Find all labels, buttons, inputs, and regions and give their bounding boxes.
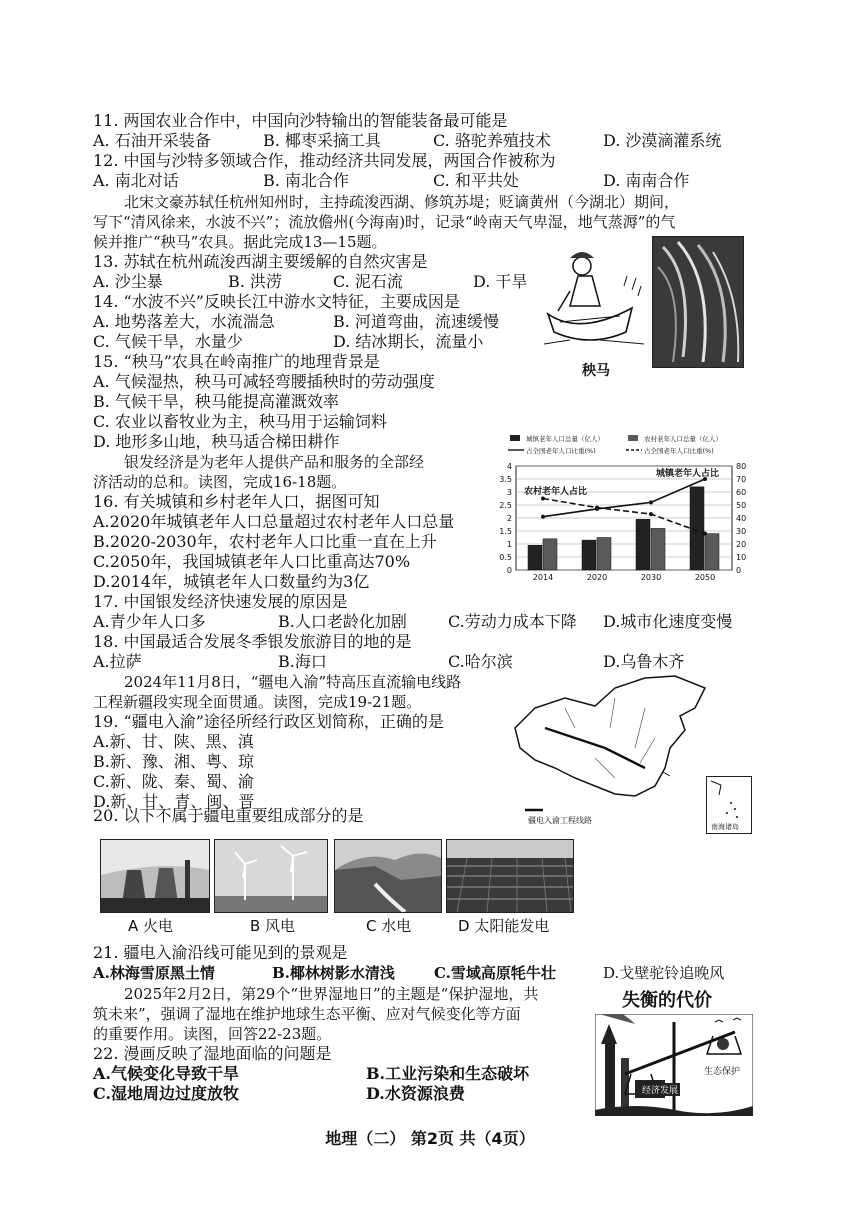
q11-option-d[interactable]: D. 沙漠滴灌系统	[603, 131, 722, 150]
bar-urban-2014	[528, 545, 542, 570]
x-tick-label: 2020	[586, 573, 608, 582]
q19-option-b[interactable]: B.新、豫、湘、粤、琼	[93, 752, 254, 771]
bar-rural-2014	[543, 539, 557, 570]
q19-option-a[interactable]: A.新、甘、陕、黑、滇	[93, 732, 254, 751]
q15-option-a[interactable]: A. 气候湿热，秧马可减轻弯腰插秧时的劳动强度	[93, 372, 435, 391]
q13-option-c[interactable]: C. 泥石流	[333, 272, 403, 291]
q14-option-c[interactable]: C. 气候干旱，水量少	[93, 332, 243, 351]
legend-label: 占全国老年人口比重(%)	[644, 447, 714, 455]
q17-option-b[interactable]: B.人口老龄化加剧	[278, 612, 407, 631]
q19-stem: 19. “疆电入渝”途径所经行政区划简称，正确的是	[93, 712, 444, 731]
annotation-urban-share: 城镇老年人占比	[656, 469, 720, 479]
passage-22-23-line1: 2025年2月2日，第29个“世界湿地日”的主题是“保护湿地，共	[124, 985, 539, 1003]
passage-19-21-line2: 工程新疆段实现全面贯通。读图，完成19-21题。	[93, 693, 422, 711]
share-point	[649, 500, 653, 504]
share-point	[649, 512, 653, 516]
q21-option-a[interactable]: A.林海雪原黑土情	[93, 964, 215, 982]
left-tick-label: 3.5	[499, 475, 512, 484]
q16-option-c[interactable]: C.2050年，我国城镇老年人口比重高达70%	[93, 552, 411, 571]
q21-option-b[interactable]: B.椰林树影水清浅	[272, 964, 395, 982]
q22-option-d[interactable]: D.水资源浪费	[366, 1084, 465, 1103]
q14-option-d[interactable]: D. 结冰期长，流量小	[333, 332, 484, 351]
cartoon-right-label: 生态保护	[704, 1067, 741, 1077]
q16-option-d[interactable]: D.2014年，城镇老年人口数量约为3亿	[93, 572, 370, 591]
bar-rural-2050	[705, 534, 719, 570]
x-tick-label: 2014	[532, 573, 554, 582]
aging-chart-svg	[488, 432, 758, 584]
q11-option-c[interactable]: C. 骆驼养殖技术	[433, 131, 551, 150]
q20-stem: 20. 以下不属于疆电重要组成部分的是	[93, 806, 364, 825]
bar-rural-2030	[651, 528, 665, 570]
passage-22-23-line3: 的重要作用。读图，回答22-23题。	[93, 1025, 332, 1043]
q22-stem: 22. 漫画反映了湿地面临的问题是	[93, 1044, 332, 1063]
passage-13-15-line3: 候并推广“秧马”农具。据此完成13—15题。	[93, 233, 387, 251]
right-tick-label: 80	[736, 462, 747, 471]
wind-turbines-image	[215, 840, 327, 912]
q20-option-b[interactable]: B 风电	[250, 917, 296, 935]
q11-option-a[interactable]: A. 石油开采装备	[93, 131, 211, 150]
right-tick-label: 50	[736, 501, 747, 510]
left-tick-label: 1.5	[499, 527, 512, 536]
thermal-power-plant-image	[101, 840, 209, 912]
x-tick-label: 2050	[694, 573, 716, 582]
left-tick-label: 1	[506, 540, 512, 549]
x-tick-label: 2030	[640, 573, 662, 582]
q20-option-c[interactable]: C 水电	[366, 917, 412, 935]
q21-option-c[interactable]: C.雪域高原牦牛壮	[434, 964, 556, 982]
hydro-power-photo	[334, 839, 442, 913]
cartoon-left-label: 经济发展	[640, 1083, 680, 1096]
q14-stem: 14. “水波不兴”反映长江中游水文特征，主要成因是	[93, 292, 460, 311]
map-legend-label: 疆电入渝工程线路	[528, 816, 592, 825]
solar-power-photo	[446, 839, 574, 913]
rice-stalks-image	[653, 237, 743, 367]
legend-swatch	[510, 435, 520, 441]
share-point	[703, 532, 707, 536]
right-tick-label: 30	[736, 527, 747, 536]
q14-option-a[interactable]: A. 地势落差大，水流湍急	[93, 312, 275, 331]
left-tick-label: 2	[506, 514, 512, 523]
share-point	[595, 506, 599, 510]
share-point	[541, 497, 545, 501]
q15-stem: 15. “秧马”农具在岭南推广的地理背景是	[93, 352, 380, 371]
q18-option-d[interactable]: D.乌鲁木齐	[603, 652, 685, 671]
q16-option-a[interactable]: A.2020年城镇老年人口总量超过农村老年人口总量	[93, 512, 455, 531]
left-tick-label: 0	[506, 566, 512, 575]
right-tick-label: 40	[736, 514, 747, 523]
q20-option-d[interactable]: D 太阳能发电	[458, 917, 550, 935]
q16-stem: 16. 有关城镇和乡村老年人口，据图可知	[93, 492, 380, 511]
page-footer: 地理（二） 第2页 共（4页）	[325, 1129, 535, 1148]
right-tick-label: 0	[736, 566, 742, 575]
q15-option-c[interactable]: C. 农业以畜牧业为主，秧马用于运输饲料	[93, 412, 387, 431]
q21-stem: 21. 疆电入渝沿线可能见到的景观是	[93, 943, 348, 962]
q13-option-b[interactable]: B. 洪涝	[228, 272, 282, 291]
q21-option-d[interactable]: D.戈壁驼铃追晚风	[603, 964, 725, 982]
q17-option-a[interactable]: A.青少年人口多	[93, 612, 206, 631]
q11-option-b[interactable]: B. 椰枣采摘工具	[263, 131, 381, 150]
q18-option-a[interactable]: A.拉萨	[93, 652, 142, 671]
legend-label: 农村老年人口总量（亿人）	[644, 435, 722, 443]
right-tick-label: 20	[736, 540, 747, 549]
q13-option-d[interactable]: D. 干旱	[473, 272, 528, 291]
q19-option-c[interactable]: C.新、陇、秦、蜀、渝	[93, 772, 254, 791]
wind-power-photo	[214, 839, 328, 913]
left-tick-label: 3	[506, 488, 512, 497]
left-tick-label: 2.5	[499, 501, 512, 510]
rice-photo	[652, 236, 744, 368]
q11-stem: 11. 两国农业合作中，中国向沙特输出的智能装备最可能是	[93, 111, 508, 130]
yangma-caption: 秧马	[582, 363, 610, 379]
q14-option-b[interactable]: B. 河道弯曲，流速缓慢	[333, 312, 499, 331]
q18-stem: 18. 中国最适合发展冬季银发旅游目的地的是	[93, 632, 412, 651]
legend-label: 城镇老年人口总量（亿人）	[526, 435, 604, 443]
bar-urban-2030	[636, 519, 650, 570]
inset-label: 南海诸岛	[711, 823, 739, 831]
q22-option-a[interactable]: A.气候变化导致干旱	[93, 1064, 239, 1083]
q19-option-d[interactable]: D.新、甘、青、闽、晋	[93, 792, 255, 811]
bar-urban-2020	[582, 540, 596, 570]
q12-option-b[interactable]: B. 南北合作	[263, 171, 349, 190]
aging-chart	[488, 432, 758, 584]
passage-13-15-line2: 写下“清风徐来，水波不兴”；流放儋州(今海南)时，记录“岭南天气卑湿，地气蒸溽”的气	[93, 213, 676, 231]
hydro-dam-image	[335, 840, 441, 912]
q12-stem: 12. 中国与沙特多领域合作，推动经济共同发展，两国合作被称为	[93, 151, 556, 170]
q17-option-c[interactable]: C.劳动力成本下降	[448, 612, 577, 631]
passage-19-21-line1: 2024年11月8日，“疆电入渝”特高压直流输电线路	[124, 673, 462, 691]
q13-stem: 13. 苏轼在杭州疏浚西湖主要缓解的自然灾害是	[93, 252, 428, 271]
yangma-illustration	[540, 236, 648, 358]
q15-option-d[interactable]: D. 地形多山地，秧马适合梯田耕作	[93, 432, 340, 451]
q18-option-b[interactable]: B.海口	[278, 652, 327, 671]
right-tick-label: 70	[736, 475, 747, 484]
q13-option-a[interactable]: A. 沙尘暴	[93, 272, 163, 291]
q12-option-a[interactable]: A. 南北对话	[93, 171, 179, 190]
q12-option-d[interactable]: D. 南南合作	[603, 171, 690, 190]
passage-22-23-line2: 筑未来”，强调了湿地在维护地球生态平衡、应对气候变化等方面	[93, 1005, 521, 1023]
q22-option-b[interactable]: B.工业污染和生态破坏	[366, 1064, 530, 1083]
passage-16-18-line2: 济活动的总和。读图，完成16-18题。	[93, 473, 347, 491]
q12-option-c[interactable]: C. 和平共处	[433, 171, 519, 190]
legend-label: 占全国老年人口比重(%)	[526, 447, 596, 455]
passage-16-18-line1: 银发经济是为老年人提供产品和服务的全部经	[124, 453, 425, 471]
right-tick-label: 10	[736, 553, 747, 562]
solar-panels-image	[447, 840, 573, 912]
q16-option-b[interactable]: B.2020-2030年，农村老年人口比重一直在上升	[93, 532, 437, 551]
passage-13-15-line1: 北宋文豪苏轼任杭州知州时，主持疏浚西湖、修筑苏堤；贬谪黄州（今湖北）期间，	[124, 193, 680, 211]
bar-urban-2050	[690, 487, 704, 570]
right-tick-label: 60	[736, 488, 747, 497]
south-china-sea-inset	[706, 776, 752, 834]
annotation-rural-share: 农村老年人占比	[524, 487, 588, 497]
q20-option-a[interactable]: A 火电	[128, 917, 174, 935]
q15-option-b[interactable]: B. 气候干旱，秧马能提高灌溉效率	[93, 392, 339, 411]
farmer-on-yangma-drawing	[540, 236, 648, 358]
q18-option-c[interactable]: C.哈尔滨	[448, 652, 513, 671]
thermal-power-photo	[100, 839, 210, 913]
bar-rural-2020	[597, 538, 611, 571]
q17-option-d[interactable]: D.城市化速度变慢	[603, 612, 733, 631]
share-point	[541, 515, 545, 519]
q22-option-c[interactable]: C.湿地周边过度放牧	[93, 1084, 240, 1103]
left-tick-label: 0.5	[499, 553, 512, 562]
q17-stem: 17. 中国银发经济快速发展的原因是	[93, 592, 348, 611]
cartoon-title: 失衡的代价	[622, 990, 712, 1011]
legend-swatch	[628, 435, 638, 441]
left-tick-label: 4	[506, 462, 512, 471]
